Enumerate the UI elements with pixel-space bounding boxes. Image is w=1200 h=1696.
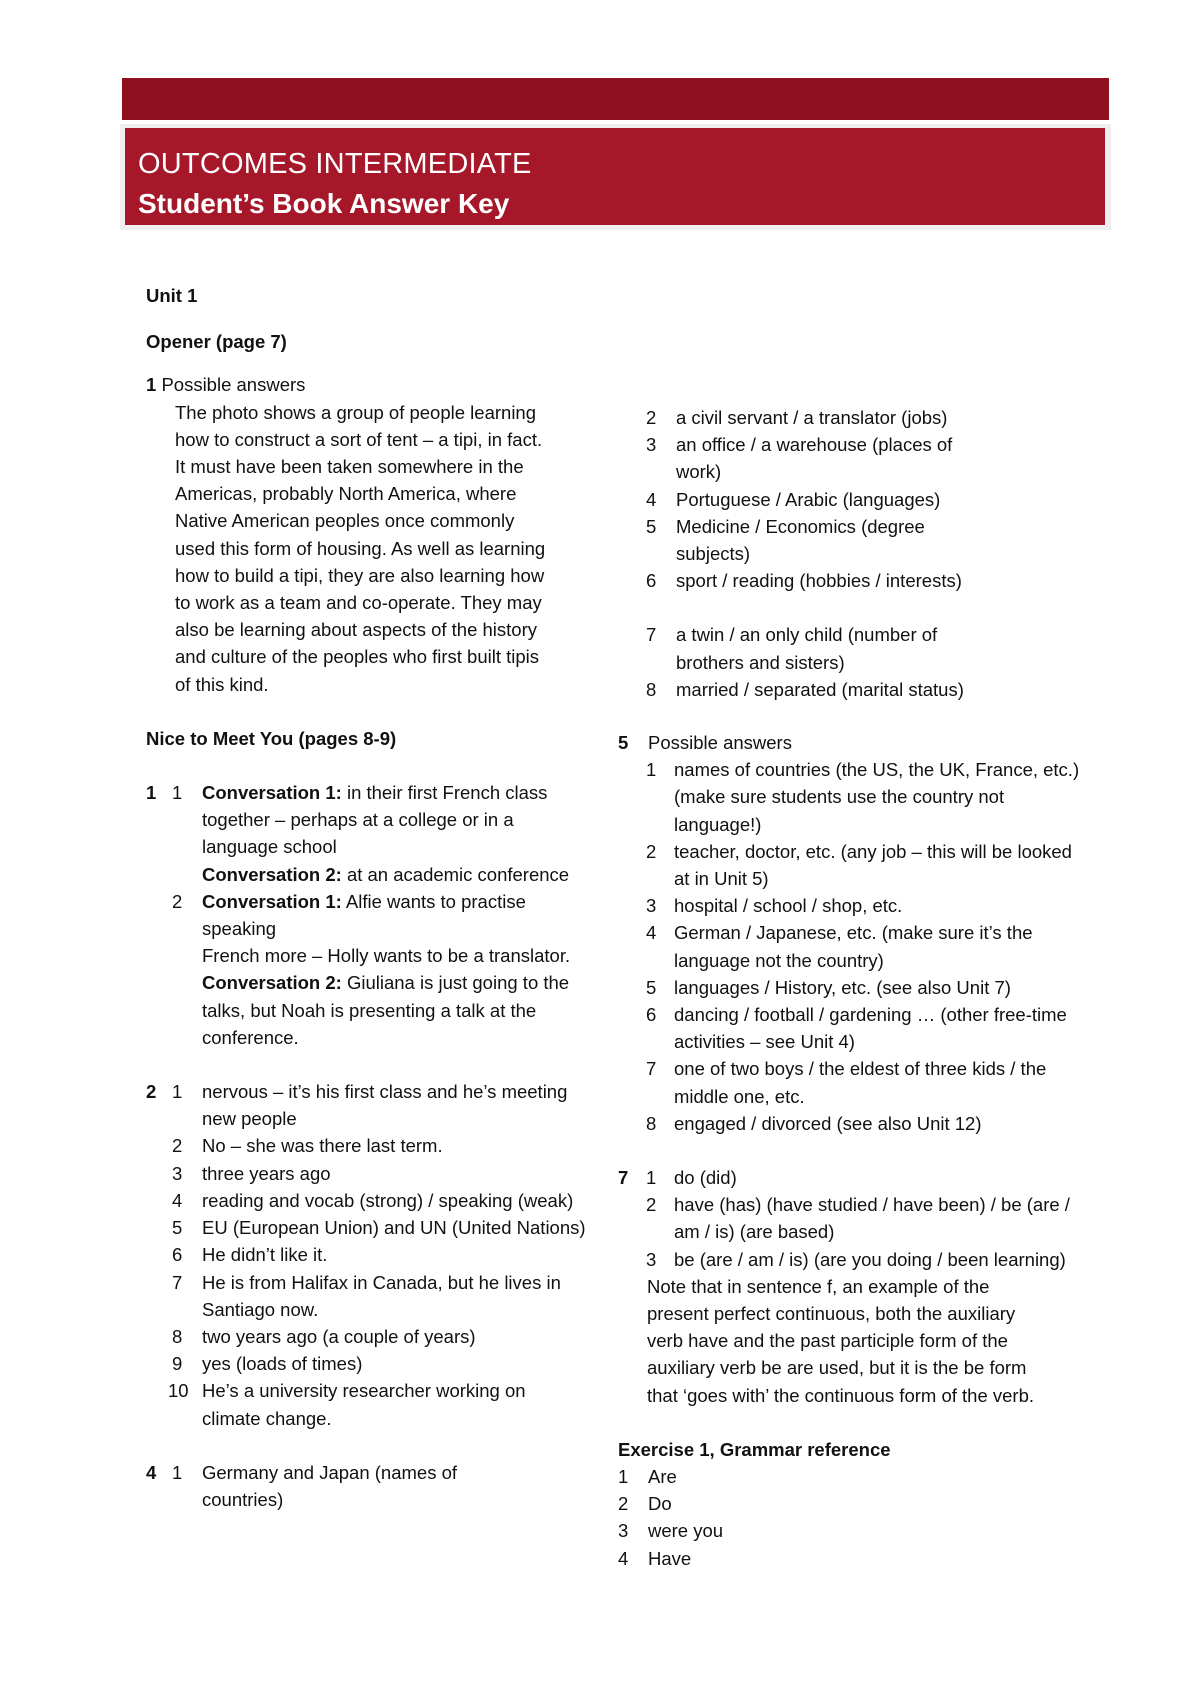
ex4-item-2: 2 a civil servant / a translator (jobs) <box>646 407 948 428</box>
ex2-item-9: 9 yes (loads of times) <box>172 1353 363 1375</box>
ex2-item-7: 7 He is from Halifax in Canada, but he lives in Santiago now. <box>172 1271 561 1320</box>
ex4-item-5: 5 Medicine / Economics (degree subjects) <box>646 515 925 565</box>
grammar-reference-heading: Exercise 1, Grammar reference <box>618 1438 891 1460</box>
ex2-item-2: 2 No – she was there last term. <box>172 1135 443 1157</box>
opener-q1-answer: The photo shows a group of people learning how to construct a sort of tent – a tipi, in fact. It must have been taken somewhere in the Americas, probably North America, where Native American peoples once commonly used this form of housing. As well as learning how to build a tipi, they are also learning how to work as a team and co-operate. They may also be learning about aspects of the history and culture of the peoples who first built tipis of this kind. <box>175 401 546 695</box>
ex5-item-1: 1 names of countries (the US, the UK, France, etc.) (make sure students use the country not language!) <box>646 759 1080 835</box>
ex5-item-6: 6 dancing / football / gardening … (other free-time activities – see Unit 4) <box>646 1004 1067 1053</box>
right-column-lower <box>618 729 1088 1572</box>
ex7-item-2: 2 have (has) (have studied / have been) / be (are / am / is) (are based) <box>646 1194 1070 1243</box>
gref-item-3: 3 were you <box>618 1520 724 1542</box>
ex5-item-4: 4 German / Japanese, etc. (make sure it’s the language not the country) <box>646 922 1033 971</box>
ex4-item-3: 3 an office / a warehouse (places of work) <box>646 434 953 483</box>
ex4-item-8: 8 married / separated (marital status) <box>646 678 964 700</box>
ex5-label: 5 Possible answers <box>618 732 792 753</box>
left-column <box>146 282 586 1513</box>
ex4-item-7: 7 a twin / an only child (number of brothers and sisters) <box>646 624 938 673</box>
ex7-item-1: 7 1 do (did) <box>618 1167 737 1189</box>
ex2-item-1: 2 1 nervous – it’s his first class and he’s meeting new people <box>146 1081 568 1130</box>
header-top-bar <box>122 78 1109 120</box>
ex7-item-3: 3 be (are / am / is) (are you doing / been learning) <box>646 1248 1066 1270</box>
ex7-note: Note that in sentence f, an example of the present perfect continuous, both the auxiliary verb have and the past participle form of the auxiliary verb be are used, but it is the be form that ‘goes with’ the continuous form of the verb. <box>647 1275 1035 1406</box>
opener-q1: 1 Possible answers <box>146 374 306 396</box>
right-column <box>646 404 1076 703</box>
ex4-item-1: 4 1 Germany and Japan (names of countries) <box>146 1461 458 1510</box>
ex2-item-6: 6 He didn’t like it. <box>172 1244 328 1266</box>
ex5-item-8: 8 engaged / divorced (see also Unit 12) <box>646 1112 982 1134</box>
ex2-item-5: 5 EU (European Union) and UN (United Nations) <box>172 1217 586 1239</box>
book-title: OUTCOMES INTERMEDIATE <box>138 148 532 180</box>
ex4-item-4: 4 Portuguese / Arabic (languages) <box>646 488 941 510</box>
ex1-item-2: 2 Conversation 1: Alfie wants to practise speaking French more – Holly wants to be a translator. Conversation 2: Giuliana is just going to the talks, but Noah is presenting a talk at the conference. <box>172 890 571 1048</box>
opener-heading: Opener (page 7) <box>146 331 287 353</box>
ex2-item-4: 4 reading and vocab (strong) / speaking (weak) <box>172 1189 574 1211</box>
header-banner <box>125 128 1105 225</box>
ex1-item-1: 1 1 Conversation 1: in their first French class together – perhaps at a college or in a language school Conversation 2: at an academic conference <box>146 782 570 885</box>
ex5-item-5: 5 languages / History, etc. (see also Unit 7) <box>646 976 1011 998</box>
ex4-item-6: 6 sport / reading (hobbies / interests) <box>646 570 962 592</box>
gref-item-1: 1 Are <box>618 1466 677 1488</box>
ex5-item-3: 3 hospital / school / shop, etc. <box>646 895 903 917</box>
unit-heading: Unit 1 <box>146 285 198 306</box>
ex2-item-10: 10 He’s a university researcher working on climate change. <box>168 1380 526 1429</box>
book-subtitle: Student’s Book Answer Key <box>138 188 510 219</box>
gref-item-4: 4 Have <box>618 1547 692 1569</box>
ex2-item-3: 3 three years ago <box>172 1162 331 1184</box>
ex5-item-7: 7 one of two boys / the eldest of three kids / the middle one, etc. <box>646 1058 1047 1107</box>
nice-heading: Nice to Meet You (pages 8-9) <box>146 727 397 749</box>
ex5-item-2: 2 teacher, doctor, etc. (any job – this will be looked at in Unit 5) <box>646 840 1072 890</box>
ex2-item-8: 8 two years ago (a couple of years) <box>172 1325 476 1347</box>
gref-item-2: 2 Do <box>618 1493 672 1515</box>
